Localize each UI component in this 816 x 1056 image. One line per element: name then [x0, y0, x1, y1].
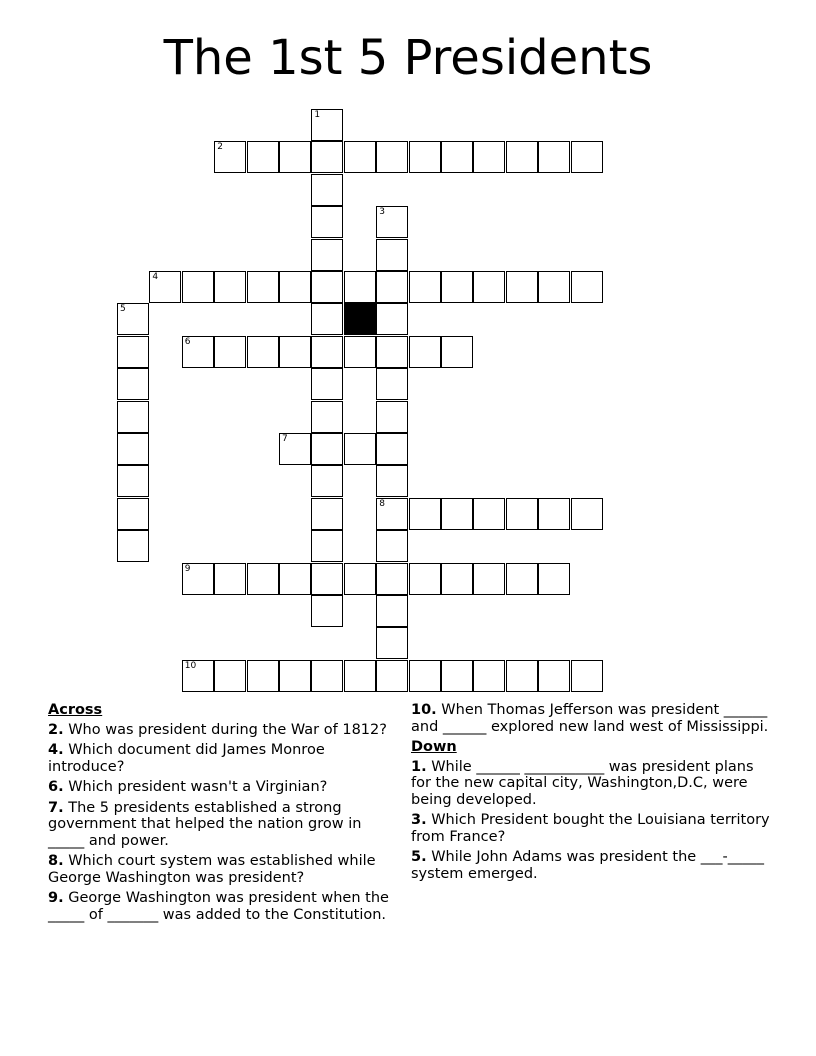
grid-cell[interactable]: [214, 660, 246, 692]
grid-cell[interactable]: [376, 368, 408, 400]
grid-cell[interactable]: [311, 660, 343, 692]
grid-cell[interactable]: [344, 141, 376, 173]
clue-number-label: 3: [379, 207, 385, 218]
grid-cell[interactable]: [311, 206, 343, 238]
across-clue: [48, 800, 393, 850]
clue-number-label: 2: [217, 142, 223, 153]
grid-cell[interactable]: [571, 271, 603, 303]
grid-cell[interactable]: [182, 660, 214, 692]
grid-cell[interactable]: [376, 239, 408, 271]
clue-number: 8.: [48, 853, 64, 869]
grid-cell[interactable]: [279, 563, 311, 595]
clue-text: George Washington was president when the _____ of _______ was added to the Constitution.: [48, 890, 389, 923]
across-clue: [48, 890, 393, 923]
grid-cell[interactable]: [344, 271, 376, 303]
grid-cell[interactable]: [311, 563, 343, 595]
clue-number: 4.: [48, 742, 64, 758]
grid-cell[interactable]: [376, 141, 408, 173]
grid-cell[interactable]: [376, 498, 408, 530]
grid-cell[interactable]: [149, 271, 181, 303]
down-clue: [411, 759, 771, 809]
down-clue: [411, 849, 771, 882]
grid-cell[interactable]: [473, 563, 505, 595]
grid-cell[interactable]: [117, 303, 149, 335]
grid-cell[interactable]: [117, 433, 149, 465]
clue-number-label: 4: [152, 272, 159, 282]
grid-cell[interactable]: [311, 401, 343, 433]
clue-number: 10.: [411, 702, 437, 718]
grid-cell[interactable]: [571, 141, 603, 173]
grid-cell[interactable]: [182, 271, 214, 303]
grid-cell[interactable]: [279, 660, 311, 692]
grid-cell[interactable]: [538, 141, 570, 173]
down-clue: [411, 812, 771, 845]
clue-text: While ______ ___________ was president plans for the new capital city, Washington,D.C, were being developed.: [411, 758, 754, 808]
clue-text: The 5 presidents established a strong government that helped the nation grow in _____ and power.: [48, 799, 362, 849]
grid-cell[interactable]: [506, 271, 538, 303]
clue-number-label: 9: [184, 563, 191, 574]
clue-text: Which president wasn't a Virginian?: [68, 779, 328, 795]
grid-cell[interactable]: [538, 498, 570, 530]
grid-cell[interactable]: [247, 271, 279, 303]
grid-cell[interactable]: [441, 498, 473, 530]
grid-cell[interactable]: [214, 336, 246, 368]
grid-cell[interactable]: [376, 627, 408, 659]
grid-cell[interactable]: [473, 271, 505, 303]
grid-cell[interactable]: [311, 498, 343, 530]
clue-number: 7.: [48, 799, 64, 816]
across-clue: [48, 722, 393, 739]
grid-cell[interactable]: [409, 336, 441, 368]
grid-cell[interactable]: [409, 271, 441, 303]
grid-cell[interactable]: [214, 563, 246, 595]
grid-cell[interactable]: [506, 141, 538, 173]
grid-cell[interactable]: [311, 368, 343, 400]
grid-cell[interactable]: [311, 433, 343, 465]
grid-cell[interactable]: [311, 109, 343, 141]
grid-cell[interactable]: [182, 336, 214, 368]
across-clue: [48, 742, 393, 775]
grid-cell[interactable]: [344, 563, 376, 595]
grid-cell[interactable]: [506, 498, 538, 530]
grid-cell[interactable]: [376, 660, 408, 692]
grid-cell[interactable]: [538, 563, 570, 595]
grid-cell[interactable]: [247, 141, 279, 173]
grid-cell[interactable]: [311, 141, 343, 173]
clue-text: When Thomas Jefferson was president ______ and ______ explored new land west of Mississippi.: [411, 702, 769, 735]
grid-cell[interactable]: [571, 660, 603, 692]
clue-text: Which document did James Monroe introduce?: [48, 742, 325, 775]
clues-column-right: [411, 702, 771, 886]
clue-number-label: 1: [314, 110, 321, 120]
grid-cell[interactable]: [247, 563, 279, 595]
grid-cell[interactable]: [214, 271, 246, 303]
clue-number: 6.: [48, 779, 64, 795]
grid-cell[interactable]: [441, 271, 473, 303]
puzzle-title: The 1st 5 Presidents: [163, 30, 653, 86]
grid-cell[interactable]: [344, 336, 376, 368]
clue-number: 5.: [411, 849, 427, 865]
grid-cell[interactable]: [441, 563, 473, 595]
grid-cell[interactable]: [279, 271, 311, 303]
grid-cell[interactable]: [441, 141, 473, 173]
grid-cell[interactable]: [117, 401, 149, 433]
grid-cell[interactable]: [571, 498, 603, 530]
grid-cell[interactable]: [538, 271, 570, 303]
grid-cell[interactable]: [311, 303, 343, 335]
grid-cell[interactable]: [506, 563, 538, 595]
clue-number: 2.: [48, 721, 64, 738]
clue-text: Who was president during the War of 1812?: [68, 721, 387, 738]
grid-cell[interactable]: [117, 498, 149, 530]
clue-number: 9.: [48, 890, 64, 906]
clue-number-label: 10: [184, 660, 197, 671]
clue-text: While John Adams was president the ___-_____ system emerged.: [411, 849, 765, 882]
grid-cell[interactable]: [473, 498, 505, 530]
grid-cell[interactable]: [311, 465, 343, 497]
grid-cell[interactable]: [311, 239, 343, 271]
grid-cell[interactable]: [182, 563, 214, 595]
grid-cell[interactable]: [376, 433, 408, 465]
grid-cell[interactable]: [473, 660, 505, 692]
grid-cell[interactable]: [441, 336, 473, 368]
grid-cell[interactable]: [311, 271, 343, 303]
across-clue: [411, 702, 771, 735]
grid-cell[interactable]: [376, 595, 408, 627]
clues-column-left: [48, 702, 393, 927]
grid-cell[interactable]: [376, 303, 408, 335]
grid-cell[interactable]: [376, 563, 408, 595]
grid-cell[interactable]: [538, 660, 570, 692]
grid-cell[interactable]: [279, 433, 311, 465]
grid-cell[interactable]: [279, 141, 311, 173]
grid-cell[interactable]: [344, 660, 376, 692]
clue-number: 1.: [411, 758, 427, 775]
clue-number: 3.: [411, 812, 427, 828]
grid-cell[interactable]: [311, 336, 343, 368]
grid-cell[interactable]: [376, 401, 408, 433]
grid-cell[interactable]: [117, 465, 149, 497]
clue-number-label: 7: [282, 434, 288, 444]
grid-cell[interactable]: [279, 336, 311, 368]
grid-cell[interactable]: [214, 141, 246, 173]
grid-cell[interactable]: [247, 660, 279, 692]
clue-text: Which court system was established while George Washington was president?: [48, 853, 376, 886]
clue-text: Which President bought the Louisiana territory from France?: [411, 812, 770, 845]
grid-cell[interactable]: [409, 498, 441, 530]
clue-number-label: 5: [120, 304, 126, 315]
grid-cell[interactable]: [311, 530, 343, 562]
clue-number-label: 6: [184, 336, 191, 347]
clue-number-label: 8: [379, 498, 385, 509]
grid-cell[interactable]: [409, 660, 441, 692]
grid-cell[interactable]: [473, 141, 505, 173]
grid-cell[interactable]: [311, 174, 343, 206]
grid-cell[interactable]: [117, 336, 149, 368]
grid-cell[interactable]: [376, 530, 408, 562]
grid-cell[interactable]: [376, 465, 408, 497]
grid-cell[interactable]: [409, 563, 441, 595]
grid-cell[interactable]: [376, 206, 408, 238]
grid-cell[interactable]: [311, 595, 343, 627]
across-heading: Across: [48, 702, 103, 718]
grid-cell[interactable]: [506, 660, 538, 692]
black-grid-cell: [344, 303, 376, 335]
down-heading: Down: [411, 739, 457, 755]
grid-cell[interactable]: [344, 433, 376, 465]
across-clue: [48, 779, 393, 796]
grid-cell[interactable]: [376, 336, 408, 368]
grid-cell[interactable]: [247, 336, 279, 368]
grid-cell[interactable]: [376, 271, 408, 303]
grid-cell[interactable]: [117, 368, 149, 400]
grid-cell[interactable]: [409, 141, 441, 173]
grid-cell[interactable]: [441, 660, 473, 692]
grid-cell[interactable]: [117, 530, 149, 562]
across-clue: [48, 853, 393, 886]
